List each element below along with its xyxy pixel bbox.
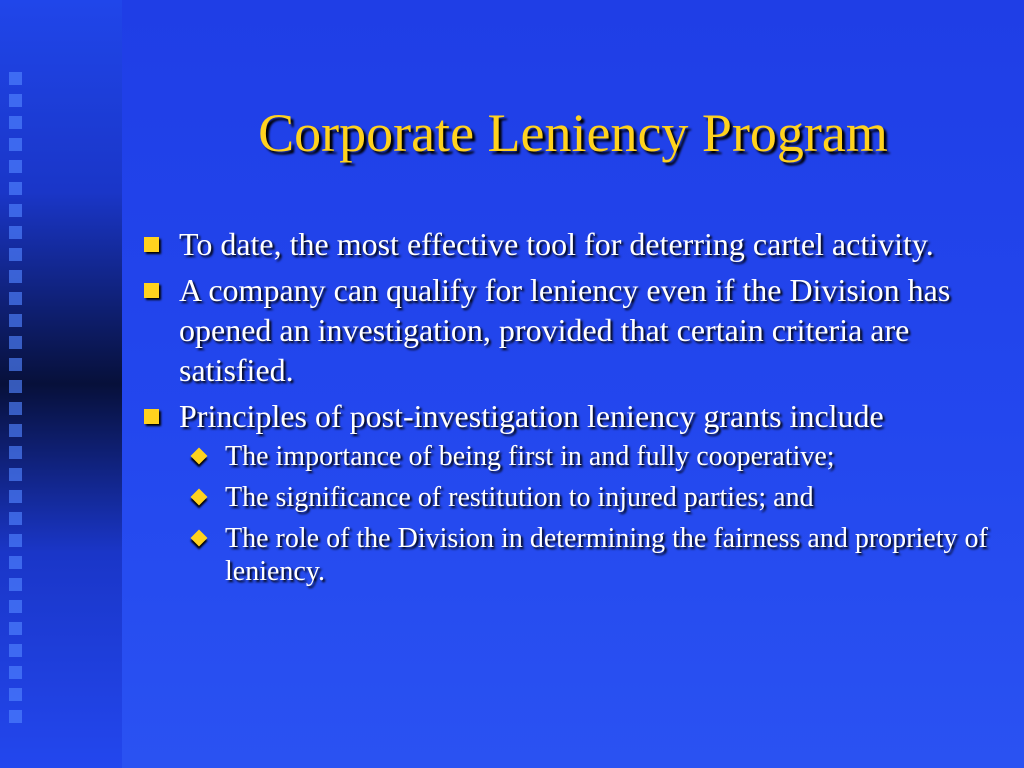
decorative-square (9, 226, 22, 239)
decorative-square (9, 116, 22, 129)
decorative-square (9, 358, 22, 371)
decorative-square (9, 490, 22, 503)
slide-title: Corporate Leniency Program (258, 103, 888, 163)
decorative-square (9, 622, 22, 635)
decorative-square (9, 688, 22, 701)
bullet-item (144, 270, 1004, 390)
decorative-square (9, 402, 22, 415)
bullet-item (144, 224, 1004, 264)
decorative-square (9, 204, 22, 217)
bullet-text: A company can qualify for leniency even if the Division has opened an investigation, provided that certain criteria are satisfied. (179, 272, 951, 388)
decorative-square (9, 270, 22, 283)
decorative-square (9, 72, 22, 85)
left-decorative-strip (0, 0, 122, 768)
sub-bullet-item (191, 522, 1004, 588)
sub-bullet-text: The significance of restitution to injured parties; and (225, 482, 814, 513)
decorative-square (9, 556, 22, 569)
sub-bullet-item (191, 481, 1004, 514)
decorative-square (9, 578, 22, 591)
decorative-square (9, 644, 22, 657)
decorative-square (9, 666, 22, 679)
decorative-square (9, 446, 22, 459)
bullet-text: To date, the most effective tool for deterring cartel activity. (179, 226, 934, 262)
square-bullet-icon (144, 237, 159, 252)
decorative-square (9, 248, 22, 261)
sub-bullet-item (191, 440, 1004, 473)
decorative-square (9, 160, 22, 173)
decorative-square (9, 314, 22, 327)
decorative-square (9, 600, 22, 613)
decorative-square (9, 512, 22, 525)
sub-bullet-list (191, 440, 1004, 588)
sub-bullet-text: The importance of being first in and fully cooperative; (225, 441, 835, 472)
decorative-square (9, 424, 22, 437)
decorative-square (9, 138, 22, 151)
diamond-bullet-icon (191, 530, 208, 547)
decorative-square (9, 336, 22, 349)
decorative-square (9, 710, 22, 723)
decorative-square (9, 534, 22, 547)
decorative-square (9, 380, 22, 393)
bullet-list (144, 224, 1004, 596)
decorative-square (9, 468, 22, 481)
bullet-item (144, 396, 1004, 588)
square-bullet-icon (144, 283, 159, 298)
decorative-square (9, 94, 22, 107)
diamond-bullet-icon (191, 448, 208, 465)
sub-bullet-text: The role of the Division in determining the fairness and propriety of leniency. (225, 523, 988, 587)
decorative-square (9, 182, 22, 195)
square-bullet-icon (144, 409, 159, 424)
decorative-square (9, 292, 22, 305)
bullet-text: Principles of post-investigation leniency grants include (179, 398, 884, 434)
decorative-squares-column (9, 72, 27, 732)
diamond-bullet-icon (191, 489, 208, 506)
